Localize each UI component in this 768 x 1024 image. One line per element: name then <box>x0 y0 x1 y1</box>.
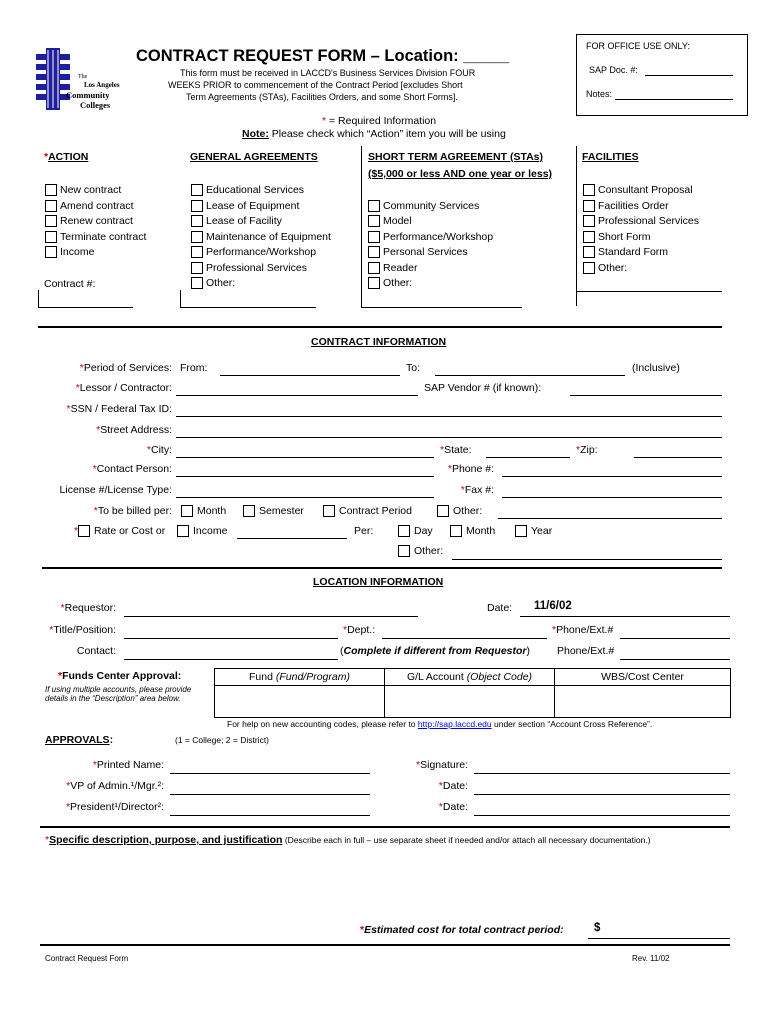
printed-name-field[interactable] <box>170 773 370 774</box>
header-desc-3: Term Agreements (STAs), Facilities Orders, and some Short Forms]. <box>186 92 458 102</box>
section-divider-description <box>40 826 730 828</box>
checkbox-billed-semester[interactable] <box>243 505 255 517</box>
checkbox-facilities-order[interactable] <box>583 200 595 212</box>
office-use-box <box>576 34 748 116</box>
title-position-label: *Title/Position: <box>49 624 116 636</box>
checkbox-lease-equipment[interactable] <box>191 200 203 212</box>
label-standard-form: Standard Form <box>598 246 669 258</box>
date-1-field[interactable] <box>474 794 730 795</box>
zip-field[interactable] <box>634 457 722 458</box>
ga-other-field[interactable] <box>180 307 316 308</box>
section-divider-contract <box>38 326 722 328</box>
label-sta-performance: Performance/Workshop <box>383 231 494 243</box>
requestor-field[interactable] <box>124 616 418 617</box>
checkbox-amend-contract[interactable] <box>45 200 57 212</box>
sta-other-field[interactable] <box>361 307 522 308</box>
funds-table <box>214 668 731 718</box>
sap-doc-label: SAP Doc. #: <box>589 65 638 75</box>
funds-col-wbs: WBS/Cost Center <box>555 669 730 686</box>
checkbox-educational-services[interactable] <box>191 184 203 196</box>
label-per-other: Other: <box>414 545 444 557</box>
funds-col-gl: G/L Account (Object Code) <box>385 669 555 686</box>
license-field[interactable] <box>176 497 434 498</box>
fax-label: *Fax #: <box>460 484 494 496</box>
period-label: *Period of Services: <box>79 362 172 374</box>
label-ga-other: Other: <box>206 277 236 289</box>
sta-subheading: ($5,000 or less AND one year or less) <box>368 168 553 180</box>
contact-person-label: *Contact Person: <box>92 463 172 475</box>
header-desc-1: This form must be received in LACCD's Business Services Division FOUR <box>180 68 476 78</box>
label-model: Model <box>383 215 412 227</box>
label-per-year: Year <box>531 525 553 537</box>
funds-approval-label: *Funds Center Approval: <box>58 670 182 682</box>
checkbox-fac-other[interactable] <box>583 262 595 274</box>
checkbox-sta-performance[interactable] <box>368 231 380 243</box>
phone-field[interactable] <box>502 476 722 477</box>
contract-info-heading: CONTRACT INFORMATION <box>311 336 447 348</box>
checkbox-standard-form[interactable] <box>583 246 595 258</box>
vp-admin-label: *VP of Admin.¹/Mgr.²: <box>66 780 164 792</box>
funds-wbs-cell[interactable] <box>555 686 730 717</box>
checkbox-ga-professional[interactable] <box>191 262 203 274</box>
description-area[interactable] <box>45 852 730 918</box>
label-billed-semester: Semester <box>259 505 304 517</box>
street-label: *Street Address: <box>96 424 172 436</box>
label-personal-services: Personal Services <box>383 246 468 258</box>
label-new-contract: New contract <box>60 184 122 196</box>
checkbox-rate-income[interactable] <box>177 525 189 537</box>
president-field[interactable] <box>170 815 370 816</box>
logo-text-colleges: Colleges <box>80 100 111 110</box>
fac-col-border <box>576 146 577 306</box>
rate-amount-field[interactable] <box>237 538 347 539</box>
phone-ext-field[interactable] <box>620 638 730 639</box>
footer-left: Contract Request Form <box>45 954 129 963</box>
header-desc-2: WEEKS PRIOR to commencement of the Contract Period [excludes Short <box>168 80 463 90</box>
checkbox-billed-month[interactable] <box>181 505 193 517</box>
description-heading: *Specific description, purpose, and justification (Describe each in full – use separate sheet if needed and/or attach all necessary documentation.) <box>45 834 651 846</box>
label-billed-other: Other: <box>453 505 483 517</box>
lessor-label: *Lessor / Contractor: <box>75 382 172 394</box>
phone-label: *Phone #: <box>447 463 494 475</box>
sta-col-border <box>361 146 362 308</box>
office-use-title: FOR OFFICE USE ONLY: <box>586 41 690 51</box>
label-income: Income <box>60 246 95 258</box>
fax-field[interactable] <box>502 497 722 498</box>
label-per-day: Day <box>414 525 433 537</box>
checkbox-per-day[interactable] <box>398 525 410 537</box>
label-ga-professional: Professional Services <box>206 262 307 274</box>
inclusive-label: (Inclusive) <box>632 362 680 374</box>
title-position-field[interactable] <box>124 638 338 639</box>
state-label: *State: <box>440 444 472 456</box>
checkbox-model[interactable] <box>368 215 380 227</box>
notes-field[interactable] <box>615 99 733 100</box>
checkbox-community-services[interactable] <box>368 200 380 212</box>
sap-vendor-field[interactable] <box>570 395 722 396</box>
footer-right: Rev. 11/02 <box>632 954 670 963</box>
label-fac-professional: Professional Services <box>598 215 699 227</box>
complete-note: (Complete if different from Requestor) <box>340 645 530 657</box>
approvals-legend: (1 = College; 2 = District) <box>175 735 270 745</box>
label-lease-facility: Lease of Facility <box>206 215 282 227</box>
period-to-field[interactable] <box>435 375 625 376</box>
rate-label: * <box>74 525 79 537</box>
label-facilities-order: Facilities Order <box>598 200 669 212</box>
requestor-label: *Requestor: <box>60 602 116 614</box>
approvals-heading: APPROVALS: <box>45 734 114 746</box>
contact-label: Contact: <box>76 645 116 657</box>
logo-text-the: The <box>78 74 88 80</box>
checkbox-per-year[interactable] <box>515 525 527 537</box>
state-field[interactable] <box>486 457 570 458</box>
sap-help-link[interactable]: http://sap.laccd.edu <box>417 719 492 729</box>
vp-admin-field[interactable] <box>170 794 370 795</box>
date-2-label: *Date: <box>438 801 468 813</box>
footer-divider <box>40 944 730 946</box>
funds-fund-cell[interactable] <box>215 686 385 717</box>
dept-label: *Dept.: <box>343 624 376 636</box>
ssn-field[interactable] <box>176 416 722 417</box>
fac-other-field[interactable] <box>576 291 722 292</box>
label-fac-other: Other: <box>598 262 628 274</box>
contract-number-field[interactable] <box>38 307 133 308</box>
label-reader: Reader <box>383 262 418 274</box>
zip-label: *Zip: <box>576 444 598 456</box>
label-maintenance-equipment: Maintenance of Equipment <box>206 231 331 243</box>
street-field[interactable] <box>176 437 722 438</box>
logo-graphic-icon <box>34 46 74 112</box>
checkbox-per-month[interactable] <box>450 525 462 537</box>
phone-ext-label: *Phone/Ext.# <box>552 624 614 636</box>
ssn-label: *SSN / Federal Tax ID: <box>66 403 172 415</box>
label-rate: Rate or Cost or <box>94 525 166 537</box>
funds-note: If using multiple accounts, please provide details in the “Description” area below. <box>45 685 192 703</box>
phone-ext-2-label: Phone/Ext.# <box>557 645 615 657</box>
checkbox-maintenance-equipment[interactable] <box>191 231 203 243</box>
checkbox-billed-contract-period[interactable] <box>323 505 335 517</box>
estimated-cost-dollar: $ <box>594 922 601 934</box>
per-label: Per: <box>354 525 374 537</box>
label-per-month: Month <box>466 525 496 537</box>
accounting-help-text: For help on new accounting codes, please refer to http://sap.laccd.edu under section “Account Cross Reference”. <box>227 719 653 729</box>
label-terminate-contract: Terminate contract <box>60 231 147 243</box>
ga-col-border <box>180 290 181 308</box>
action-heading: *ACTION <box>44 151 89 163</box>
funds-col-fund: Fund (Fund/Program) <box>215 669 385 686</box>
from-label: From: <box>180 362 208 374</box>
logo-text-community: Community <box>66 90 110 100</box>
billed-label: *To be billed per: <box>93 505 172 517</box>
estimated-cost-label: *Estimated cost for total contract period: <box>360 924 564 936</box>
location-info-heading: LOCATION INFORMATION <box>313 576 444 588</box>
label-billed-month: Month <box>197 505 227 517</box>
sap-vendor-label: SAP Vendor # (if known): <box>424 382 542 394</box>
date-value[interactable]: 11/6/02 <box>534 600 572 612</box>
lessor-field[interactable] <box>176 395 418 396</box>
date-label: Date: <box>487 602 513 614</box>
logo-text-la: Los Angeles <box>84 81 120 89</box>
label-sta-other: Other: <box>383 277 413 289</box>
phone-ext-2-field[interactable] <box>620 659 730 660</box>
sap-doc-field[interactable] <box>645 75 733 76</box>
general-agreements-heading: GENERAL AGREEMENTS <box>190 151 318 163</box>
label-amend-contract: Amend contract <box>60 200 134 212</box>
label-short-form: Short Form <box>598 231 651 243</box>
lacc-logo <box>34 46 124 116</box>
checkbox-sta-other[interactable] <box>368 277 380 289</box>
label-educational-services: Educational Services <box>206 184 305 196</box>
city-label: *City: <box>146 444 172 456</box>
label-rate-income: Income <box>193 525 228 537</box>
note-line: Note: Please check which “Action” item you will be using <box>242 128 506 140</box>
estimated-cost-field[interactable] <box>588 938 730 939</box>
label-billed-contract-period: Contract Period <box>339 505 412 517</box>
checkbox-ga-performance[interactable] <box>191 246 203 258</box>
label-consultant-proposal: Consultant Proposal <box>598 184 693 196</box>
sta-heading: SHORT TERM AGREEMENT (STAs) <box>368 151 543 163</box>
checkbox-consultant-proposal[interactable] <box>583 184 595 196</box>
checkbox-terminate-contract[interactable] <box>45 231 57 243</box>
date-field[interactable] <box>520 616 730 617</box>
billed-other-field[interactable] <box>498 518 722 519</box>
label-community-services: Community Services <box>383 200 480 212</box>
per-other-field[interactable] <box>452 559 722 560</box>
checkbox-short-form[interactable] <box>583 231 595 243</box>
contract-number-label: Contract #: <box>44 278 96 290</box>
checkbox-renew-contract[interactable] <box>45 215 57 227</box>
period-from-field[interactable] <box>220 375 400 376</box>
signature-label: *Signature: <box>416 759 468 771</box>
checkbox-new-contract[interactable] <box>45 184 57 196</box>
checkbox-rate[interactable] <box>78 525 90 537</box>
contact-field[interactable] <box>124 659 338 660</box>
label-renew-contract: Renew contract <box>60 215 133 227</box>
to-label: To: <box>406 362 421 374</box>
label-lease-equipment: Lease of Equipment <box>206 200 300 212</box>
checkbox-reader[interactable] <box>368 262 380 274</box>
facilities-heading: FACILITIES <box>582 151 639 163</box>
date-2-field[interactable] <box>474 815 730 816</box>
checkbox-fac-professional[interactable] <box>583 215 595 227</box>
action-col-border <box>38 290 39 308</box>
checkbox-personal-services[interactable] <box>368 246 380 258</box>
section-divider-location <box>42 567 722 569</box>
printed-name-label: *Printed Name: <box>92 759 164 771</box>
signature-field[interactable] <box>474 773 730 774</box>
checkbox-ga-other[interactable] <box>191 277 203 289</box>
checkbox-income[interactable] <box>45 246 57 258</box>
contact-person-field[interactable] <box>176 476 434 477</box>
president-label: *President¹/Director²: <box>65 801 164 813</box>
city-field[interactable] <box>176 457 434 458</box>
checkbox-lease-facility[interactable] <box>191 215 203 227</box>
dept-field[interactable] <box>382 638 547 639</box>
form-title: CONTRACT REQUEST FORM – Location: _____ <box>136 47 510 65</box>
label-ga-performance: Performance/Workshop <box>206 246 317 258</box>
checkbox-per-other[interactable] <box>398 545 410 557</box>
checkbox-billed-other[interactable] <box>437 505 449 517</box>
license-label: License #/License Type: <box>59 484 172 496</box>
required-info-legend: * = Required Information <box>322 115 437 127</box>
notes-label: Notes: <box>586 89 613 99</box>
date-1-label: *Date: <box>438 780 468 792</box>
funds-gl-cell[interactable] <box>385 686 555 717</box>
